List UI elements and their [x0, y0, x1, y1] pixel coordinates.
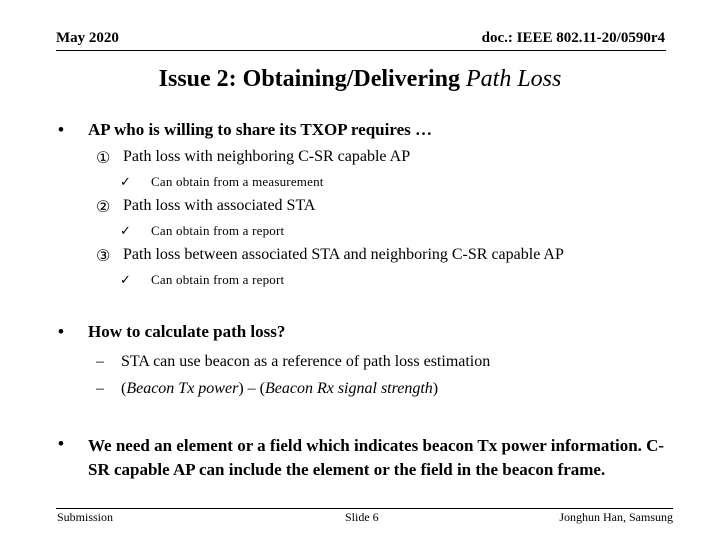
formula [121, 380, 438, 398]
check-note: Can obtain from a measurement [151, 174, 324, 189]
slide-title-italic: Path Loss [466, 66, 562, 92]
bullet-text: AP who is willing to share its TXOP requires … [88, 120, 432, 139]
bullet-text: How to calculate path loss? [88, 322, 286, 341]
checkmark-icon: ✓ [120, 272, 131, 287]
header-date: May 2020 [56, 30, 119, 46]
item-number: ③ [96, 248, 111, 265]
check-note: Can obtain from a report [151, 223, 285, 238]
formula-term-tx: Beacon Tx power [126, 380, 239, 397]
dash-text: STA can use beacon as a reference of path loss estimation [121, 353, 491, 370]
item-text: Path loss with neighboring C-SR capable AP [123, 148, 411, 165]
item-text: Path loss with associated STA [123, 197, 316, 214]
bullet-marker: • [58, 434, 64, 453]
bullet-marker: • [58, 120, 64, 139]
checkmark-icon: ✓ [120, 174, 131, 189]
header-divider [56, 50, 666, 51]
item-number: ① [96, 150, 111, 167]
formula-term-rx: Beacon Rx signal strength [264, 380, 433, 397]
paren: ( [259, 380, 265, 397]
footer-author: Jonghun Han, Samsung [559, 510, 673, 524]
footer-slide-number: Slide 6 [345, 510, 379, 524]
paren: ) [238, 380, 244, 397]
footer-divider [56, 508, 673, 509]
bullet-marker: • [58, 322, 64, 341]
dash-marker: – [96, 380, 104, 397]
slide-title [0, 66, 720, 93]
minus-sign: – [243, 380, 260, 397]
slide-title-main: Issue 2: Obtaining/Delivering [158, 66, 466, 92]
item-number: ② [96, 199, 111, 216]
checkmark-icon: ✓ [120, 223, 131, 238]
dash-marker: – [96, 353, 104, 370]
paren: ( [121, 380, 127, 397]
item-text: Path loss between associated STA and neighboring C-SR capable AP [123, 246, 564, 263]
footer-submission: Submission [57, 510, 114, 524]
bullet-beacon-text: We need an element or a field which indicates beacon Tx power information. C-SR capable AP can include the element or the field in the beacon frame. [88, 436, 665, 479]
header-doc-id: doc.: IEEE 802.11-20/0590r4 [481, 30, 665, 46]
check-note: Can obtain from a report [151, 272, 285, 287]
paren: ) [432, 380, 439, 397]
